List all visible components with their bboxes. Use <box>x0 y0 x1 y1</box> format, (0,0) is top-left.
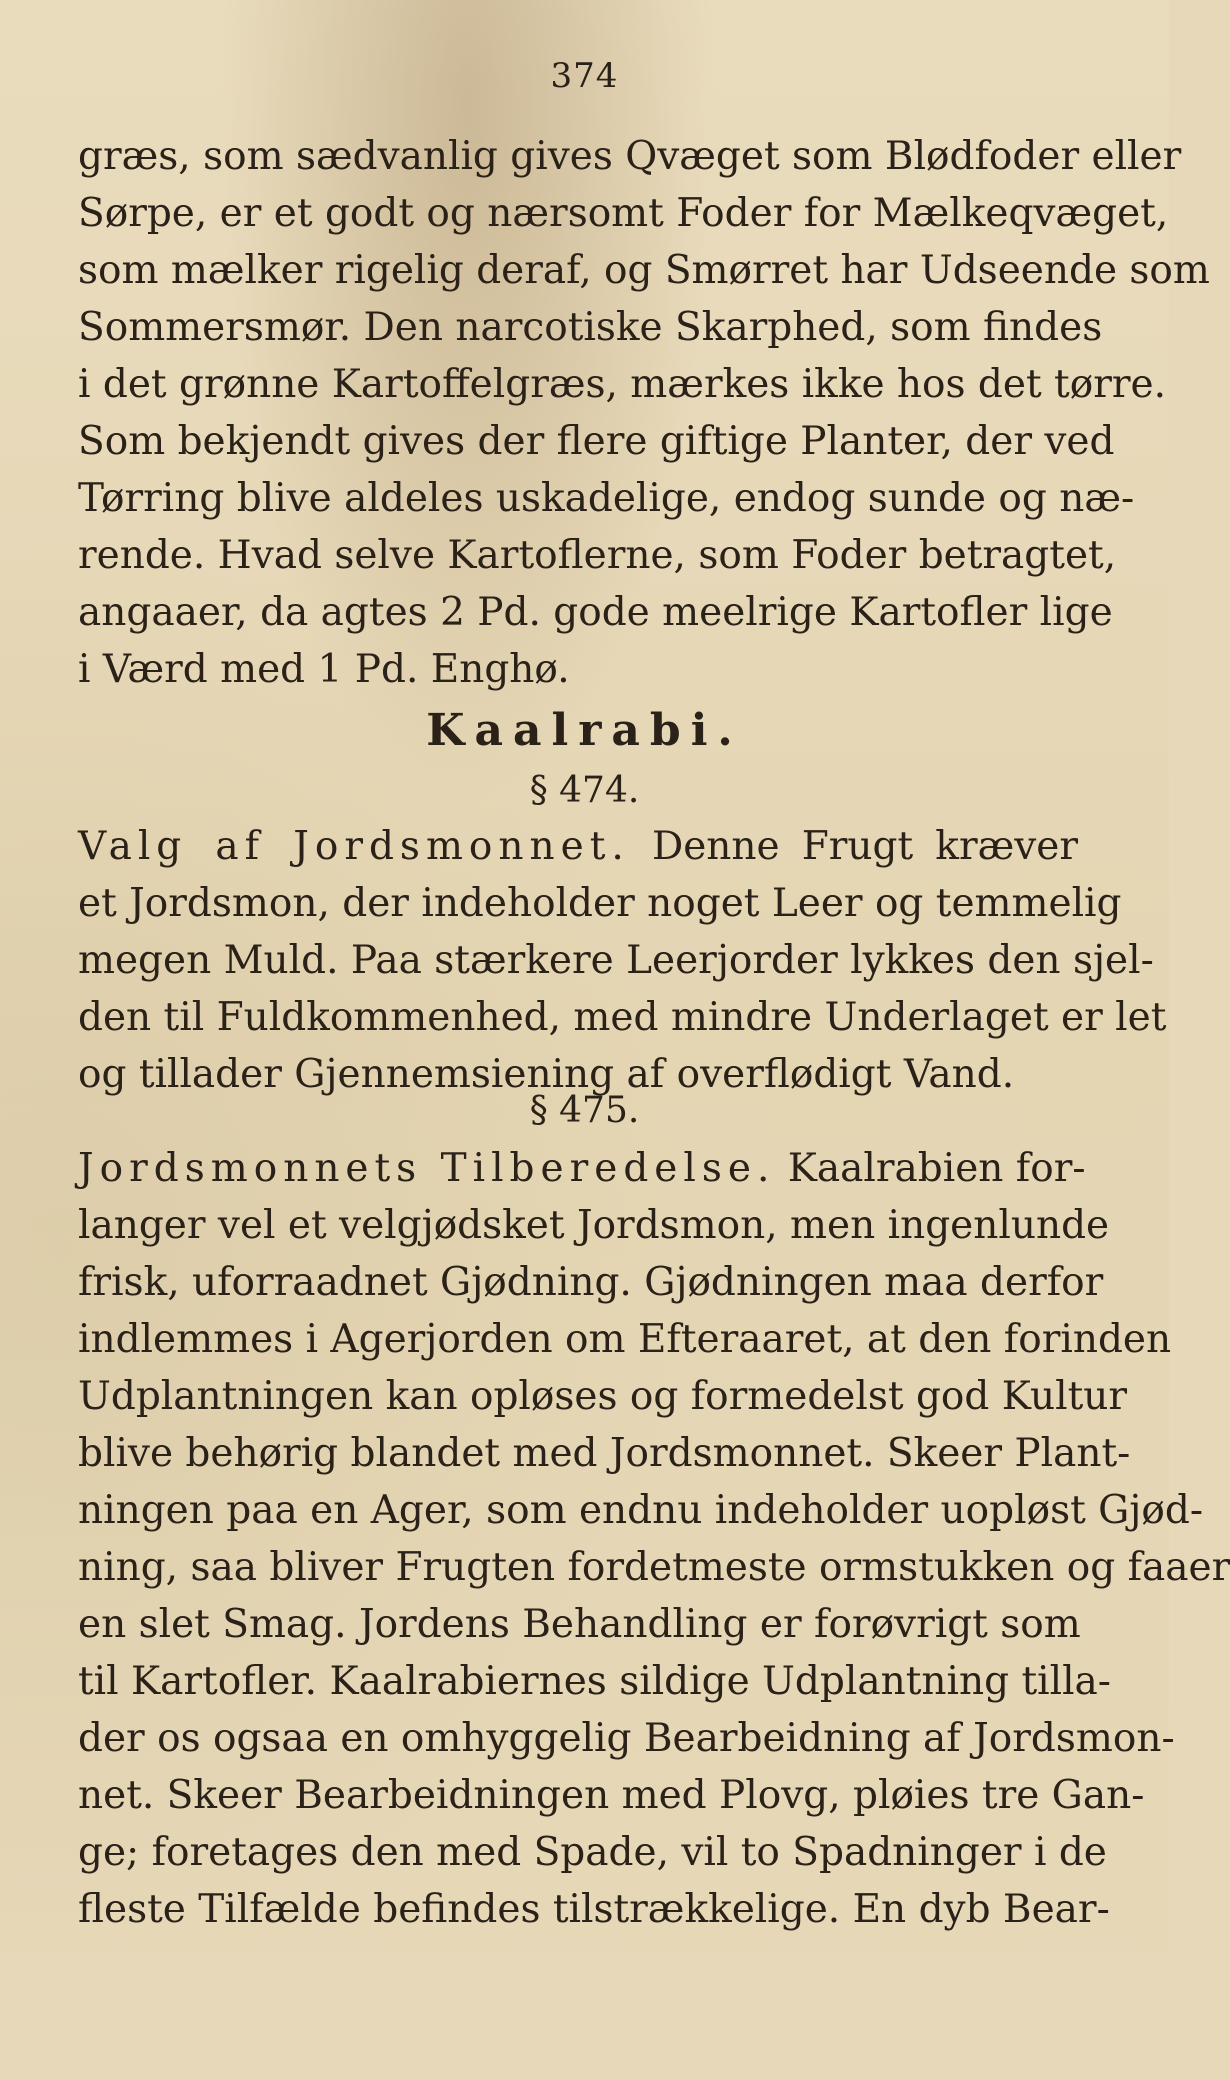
text-line: græs, som sædvanlig gives Qvæget som Blødfoder eller <box>78 134 1182 179</box>
text-line: blive behørig blandet med Jordsmonnet. Skeer Plant- <box>78 1431 1131 1476</box>
text-line: som mælker rigelig deraf, og Smørret har Udseende som <box>78 248 1210 293</box>
paragraph-474 <box>78 818 1167 1103</box>
text-line: den til Fuldkommenhed, med mindre Underlaget er let <box>78 995 1167 1040</box>
page-number: 374 <box>550 56 619 96</box>
text-line: en slet Smag. Jordens Behandling er forøvrigt som <box>78 1602 1081 1647</box>
text-line: Sørpe, er et godt og nærsomt Foder for Mælkeqvæget, <box>78 191 1169 236</box>
text-line: Denne Frugt kræver <box>651 824 1078 869</box>
text-line: indlemmes i Agerjorden om Efteraaret, at den forinden <box>78 1317 1172 1362</box>
text-line: Udplantningen kan opløses og formedelst god Kultur <box>78 1374 1128 1419</box>
paragraph-heading: Jordsmonnets Tilberedelse. <box>78 1146 776 1191</box>
text-line: og tillader Gjennemsiening af overflødigt Vand. <box>78 1052 1015 1097</box>
paragraph-number-474: § 474. <box>529 770 640 811</box>
text-line: fleste Tilfælde befindes tilstrækkelige. En dyb Bear- <box>78 1887 1110 1932</box>
text-line: Sommersmør. Den narcotiske Skarphed, som findes <box>78 305 1103 350</box>
paragraph-heading: Valg af Jordsmonnet. <box>78 824 630 869</box>
text-line: Som bekjendt gives der flere giftige Planter, der ved <box>78 419 1115 464</box>
text-line: Kaalrabien for- <box>787 1146 1086 1191</box>
text-line: Tørring blive aldeles uskadelige, endog sunde og næ- <box>78 476 1135 521</box>
text-line: net. Skeer Bearbeidningen med Plovg, pløies tre Gan- <box>78 1773 1145 1818</box>
text-line: megen Muld. Paa stærkere Leerjorder lykkes den sjel- <box>78 938 1154 983</box>
text-line: til Kartofler. Kaalrabiernes sildige Udplantning tilla- <box>78 1659 1111 1704</box>
text-line: angaaer, da agtes 2 Pd. gode meelrige Kartofler lige <box>78 590 1113 635</box>
text-line: i Værd med 1 Pd. Enghø. <box>78 647 570 692</box>
text-line: ge; foretages den med Spade, vil to Spadninger i de <box>78 1830 1107 1875</box>
text-line: ningen paa en Ager, som endnu indeholder uopløst Gjød- <box>78 1488 1204 1533</box>
text-line: frisk, uforraadnet Gjødning. Gjødningen maa derfor <box>78 1260 1104 1305</box>
text-line: der os ogsaa en omhyggelig Bearbeidning af Jordsmon- <box>78 1716 1175 1761</box>
text-line: et Jordsmon, der indeholder noget Leer og temmelig <box>78 881 1122 926</box>
paragraph-475 <box>78 1140 1230 1938</box>
section-title: Kaalrabi. <box>426 705 743 756</box>
paragraph-number-475: § 475. <box>529 1090 640 1131</box>
text-line: langer vel et velgjødsket Jordsmon, men ingenlunde <box>78 1203 1110 1248</box>
text-line: i det grønne Kartoffelgræs, mærkes ikke hos det tørre. <box>78 362 1166 407</box>
paragraph-1 <box>78 128 1210 698</box>
text-line: rende. Hvad selve Kartoflerne, som Foder betragtet, <box>78 533 1117 578</box>
text-line: ning, saa bliver Frugten fordetmeste ormstukken og faaer <box>78 1545 1230 1590</box>
